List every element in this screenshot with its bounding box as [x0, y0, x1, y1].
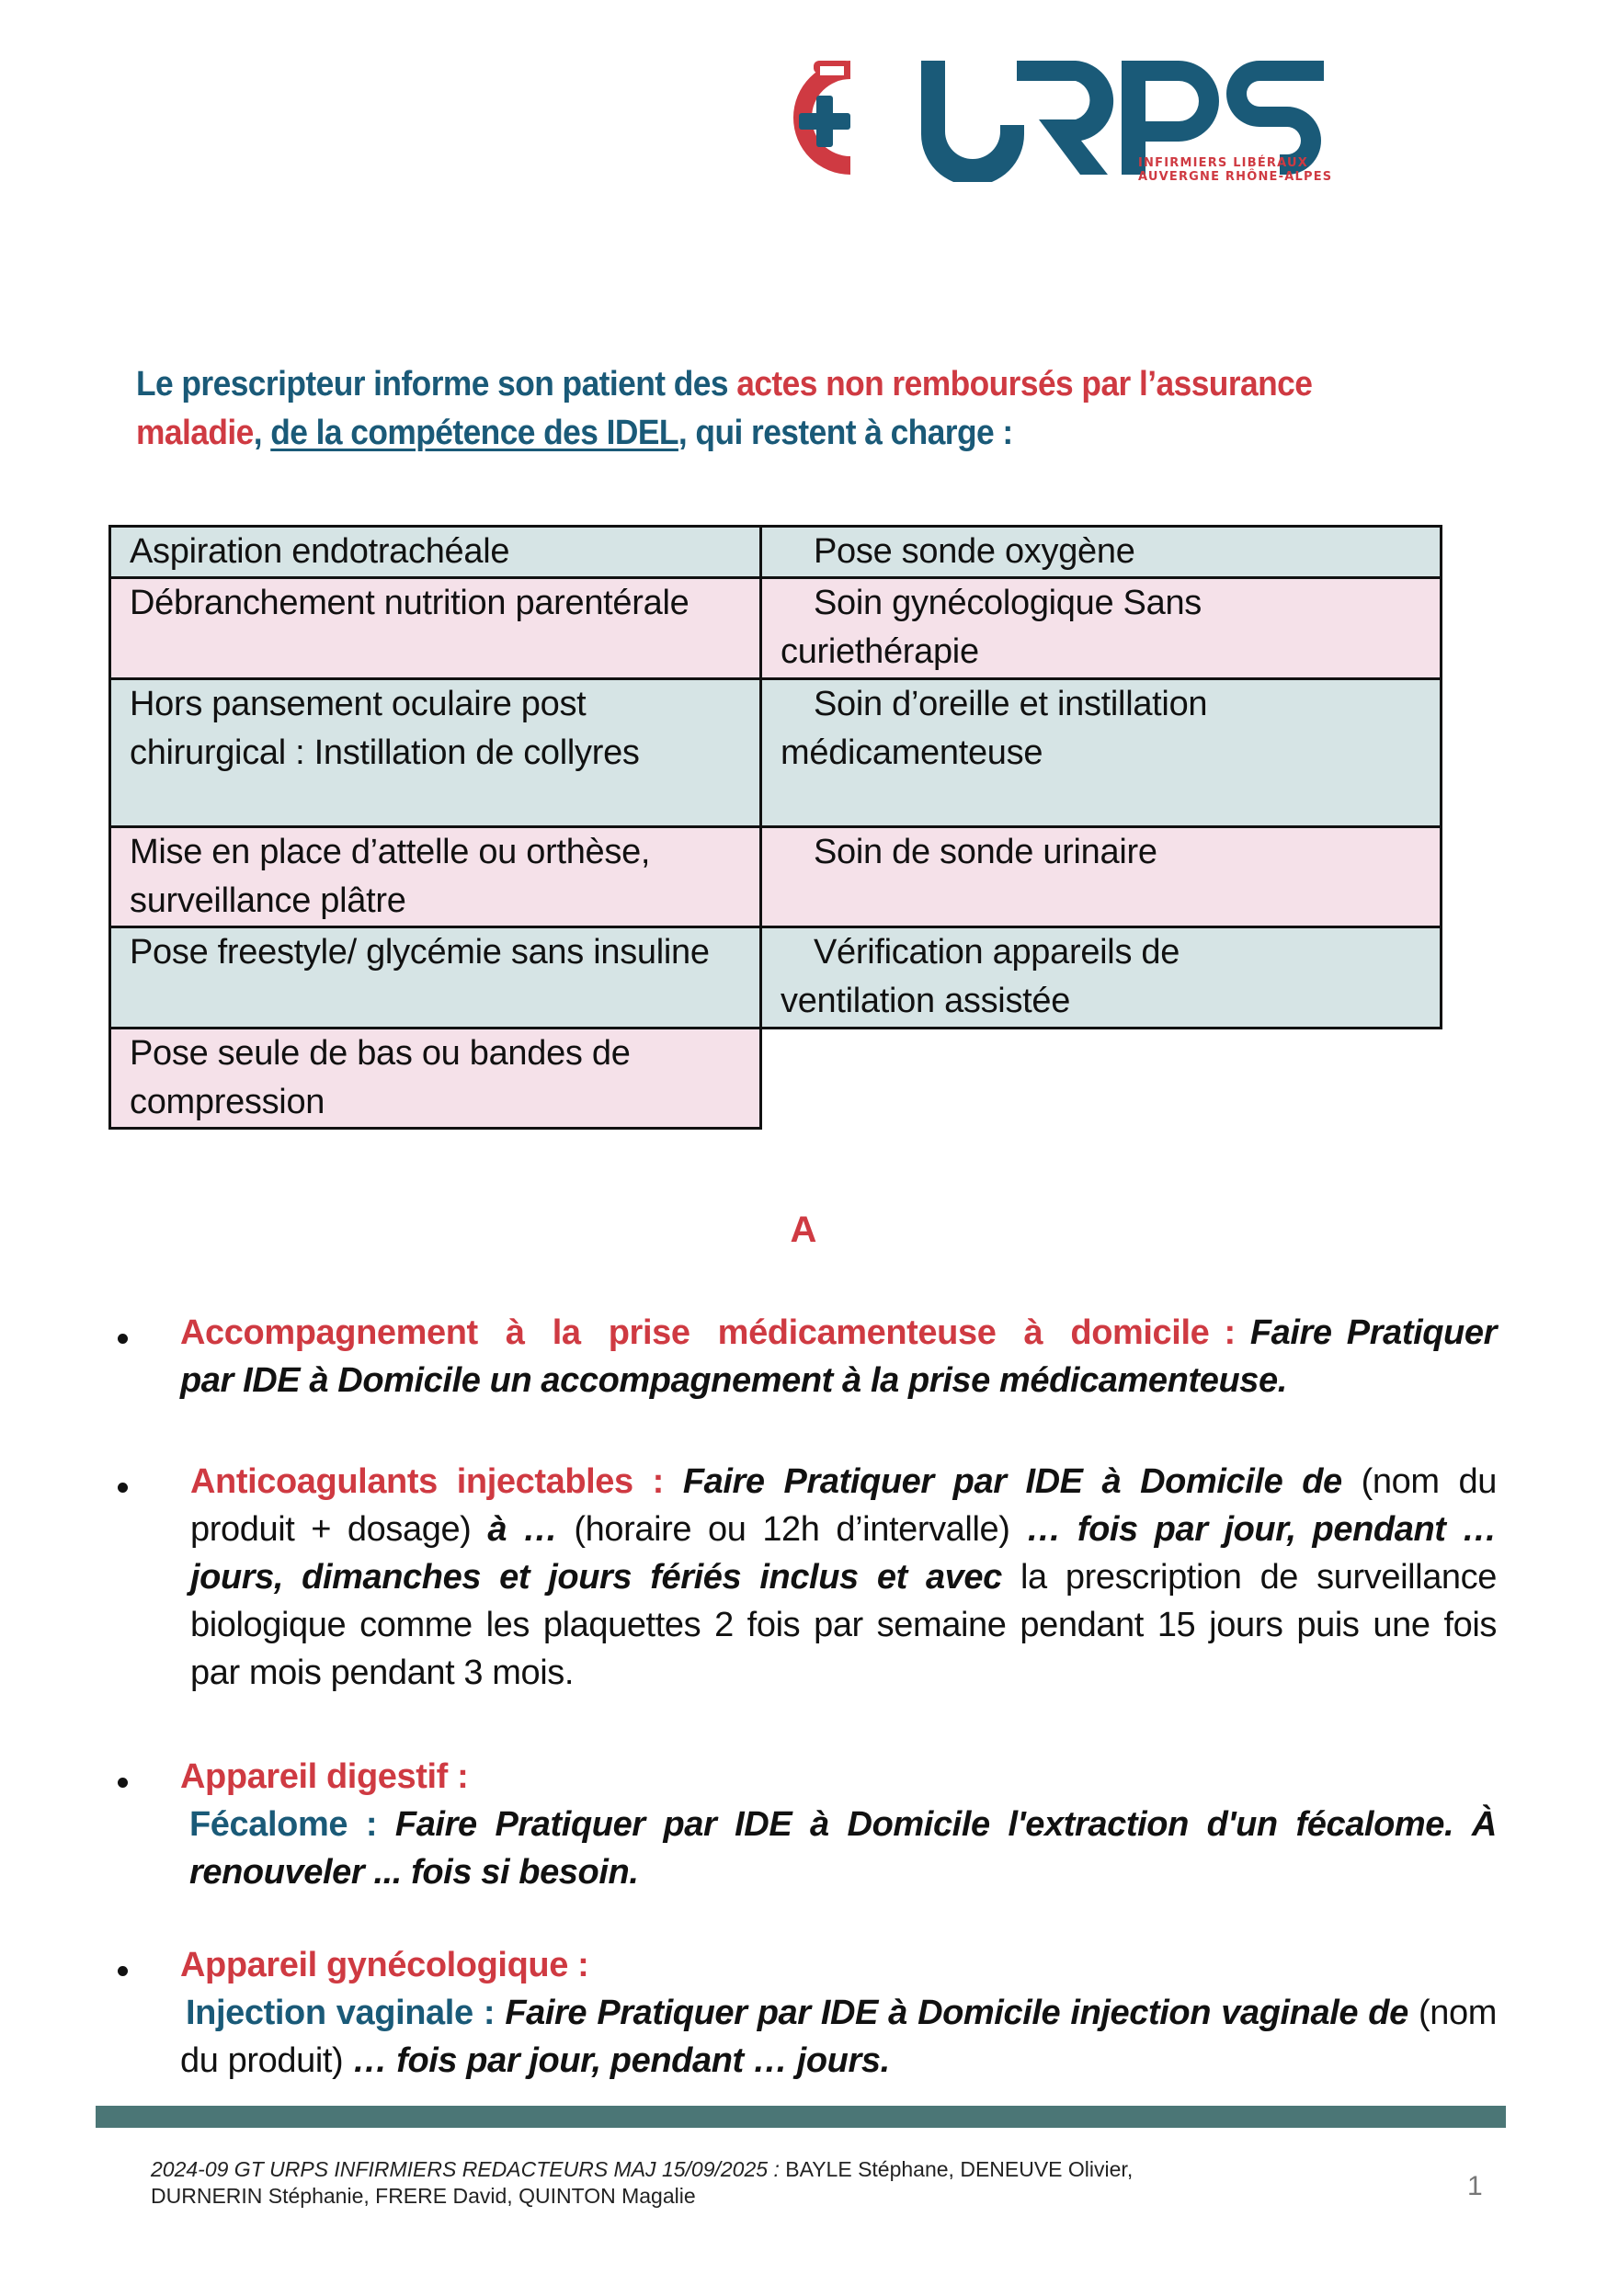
item-separator: : [1209, 1313, 1250, 1352]
item-title: Anticoagulants injectables : [190, 1462, 664, 1501]
cell-text: curiethérapie [781, 632, 979, 671]
table-cell: Aspiration endotrachéale [110, 527, 761, 578]
table-cell [761, 527, 1442, 578]
cell-text: Vérification appareils de [814, 933, 1180, 972]
item-text: Faire Pratiquer par IDE à Domicile injection vaginale de [505, 1994, 1408, 2032]
intro-paragraph [136, 360, 1351, 458]
item-subtitle: Injection vaginale : [186, 1994, 496, 2032]
table-row [110, 1029, 1442, 1129]
bullet-icon [118, 1483, 128, 1493]
item-text: Faire Pratiquer par IDE à Domicile l'extraction d'un fécalome. À renouveler ... fois si besoin. [189, 1805, 1497, 1892]
bullet-icon [118, 1778, 128, 1788]
item-title: Accompagnement à la prise médicamenteuse à domicile [180, 1313, 1210, 1352]
list-item-text [180, 1941, 1497, 2085]
item-text: (nom du produit) [180, 1994, 1497, 2080]
table-cell: Mise en place d’attelle ou orthèse, surveillance plâtre [110, 827, 761, 927]
footer-authors-line2: DURNERIN Stéphanie, FRERE David, QUINTON Magalie [151, 2184, 696, 2208]
intro-text: Le prescripteur informe son patient des [136, 365, 737, 404]
section-letter: A [790, 1210, 817, 1250]
cell-text: médicamenteuse [781, 733, 1043, 772]
item-title: Appareil digestif : [180, 1757, 469, 1796]
item-text: (horaire ou 12h d’intervalle) [557, 1510, 1027, 1549]
table-cell: Pose freestyle/ glycémie sans insuline [110, 927, 761, 1029]
logo-subtitle-line2: AUVERGNE RHÔNE-ALPES [1138, 170, 1333, 184]
page-number: 1 [1467, 2171, 1483, 2201]
intro-text-end: , qui restent à charge : [678, 414, 1013, 452]
item-text: à … [487, 1510, 558, 1549]
table-cell [761, 578, 1442, 679]
table-row [110, 527, 1442, 578]
intro-underlined: de la compétence des IDEL [270, 414, 678, 452]
urps-logo [763, 53, 1333, 182]
item-text: (nom du produit + dosage) [190, 1462, 1497, 1549]
item-subsection [180, 1989, 1497, 2085]
item-text: … fois par jour, pendant … jours. [352, 2041, 890, 2080]
table-cell: Pose seule de bas ou bandes de compression [110, 1029, 761, 1129]
cell-text: Pose sonde oxygène [814, 532, 1135, 571]
non-reimbursed-acts-table [108, 525, 1442, 1130]
cell-text: ventilation assistée [781, 982, 1071, 1020]
item-subsection [180, 1801, 1497, 1896]
footer-divider-bar [96, 2106, 1506, 2128]
table-cell: Débranchement nutrition parentérale [110, 578, 761, 679]
table-row [110, 827, 1442, 927]
intro-highlight-red: actes non remboursés par l’assurance maladie [136, 365, 1313, 452]
cell-text: Soin de sonde urinaire [814, 833, 1157, 871]
list-item-text [180, 1753, 1497, 1896]
cell-text: Soin gynécologique Sans [814, 584, 1202, 622]
table-cell [761, 827, 1442, 927]
logo-subtitle-line1: INFIRMIERS LIBÉRAUX [1138, 156, 1308, 170]
footer-authors: BAYLE Stéphane, DENEUVE Olivier, [779, 2157, 1134, 2181]
table-row [110, 679, 1442, 827]
table-row [110, 927, 1442, 1029]
item-text: … fois par jour, pendant … jours, dimanches et jours fériés inclus et avec [190, 1510, 1497, 1597]
bullet-icon [118, 1334, 128, 1344]
item-text: la prescription de surveillance biologique comme les plaquettes 2 fois par semaine pendant 15 jours puis une fois par mois pendant 3 mois. [190, 1558, 1497, 1692]
footer-version: 2024-09 GT URPS INFIRMIERS REDACTEURS MAJ 15/09/2025 : [151, 2157, 780, 2181]
footer-credits [151, 2156, 1133, 2210]
table-row [110, 578, 1442, 679]
table-cell [761, 679, 1442, 827]
intro-separator: , [253, 414, 271, 452]
list-item-text [190, 1458, 1497, 1697]
item-subtitle: Fécalome : [189, 1805, 378, 1844]
bullet-icon [118, 1966, 128, 1976]
table-cell [761, 927, 1442, 1029]
item-title: Appareil gynécologique : [180, 1946, 589, 1984]
empty-cell [761, 1029, 1442, 1129]
list-item-text [180, 1309, 1497, 1404]
cell-text: Soin d’oreille et instillation [814, 685, 1208, 723]
table-cell: Hors pansement oculaire post chirurgical : Instillation de collyres [110, 679, 761, 827]
item-text: Faire Pratiquer par IDE à Domicile un accompagnement à la prise médicamenteuse. [180, 1313, 1497, 1400]
item-text: Faire Pratiquer par IDE à Domicile de [682, 1462, 1342, 1501]
